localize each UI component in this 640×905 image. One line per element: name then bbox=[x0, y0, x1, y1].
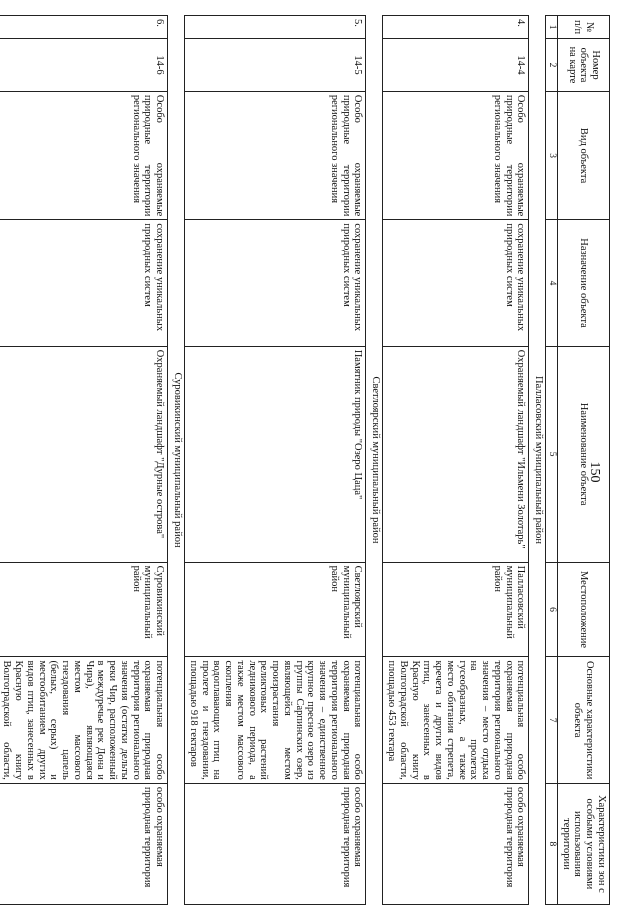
cell-name: Охраняемый ландшафт "Дурные острова" bbox=[0, 346, 168, 562]
index-cell: 2 bbox=[546, 39, 558, 92]
header-map-no: Номер объекта на карте bbox=[558, 39, 610, 92]
cell-purpose: сохранение уникальных природных систем bbox=[383, 220, 529, 346]
table-row bbox=[383, 16, 529, 905]
header-purpose: Назначение объекта bbox=[558, 220, 610, 346]
header-kind: Вид объекта bbox=[558, 91, 610, 220]
cell-location: Светлоярский муниципальный район bbox=[185, 562, 366, 657]
cell-name: Охраняемый ландшафт "Ильмени Золотарь" bbox=[383, 346, 529, 562]
cell-purpose: сохранение уникальных природных систем bbox=[185, 220, 366, 346]
cell-characteristics: потенциальная особо охраняемая природная территория регионального значения (остатки дельты реки Чир, расположенный в междуречье рек Дона и Чира), являющаяся местом массового гнездования цапель (белых, серых) и местообитанием других видов птиц, занесенных в Красную книгу Волгоградской области, bbox=[0, 657, 168, 783]
index-cell: 1 bbox=[546, 16, 558, 39]
section-title: Палласовский муниципальный район bbox=[529, 16, 546, 905]
header-name: Наименование объекта bbox=[558, 346, 610, 562]
table-row bbox=[0, 16, 168, 905]
index-cell: 8 bbox=[546, 783, 558, 904]
index-cell: 4 bbox=[546, 220, 558, 346]
header-location: Местоположение bbox=[558, 562, 610, 657]
cell-map-no: 14-4 bbox=[383, 39, 529, 92]
header-characteristics: Основные характеристики объекта bbox=[558, 657, 610, 783]
index-row bbox=[546, 16, 558, 905]
cell-kind: Особо охраняемые природные территории регионального значения bbox=[0, 91, 168, 220]
header-num: № п/п bbox=[558, 16, 610, 39]
cell-map-no: 14-5 bbox=[185, 39, 366, 92]
index-cell: 5 bbox=[546, 346, 558, 562]
cell-location: Суровикинский муниципальный район bbox=[0, 562, 168, 657]
section-header bbox=[529, 16, 546, 905]
cell-characteristics: потенциальная особо охраняемая природная территория регионального значения – место отдыха на пролетах гусеобразных, а также место обитания стрепета, кречета и других видов птиц, занесенных в Красную книгу Волгоградской области, площадью 453 гектара bbox=[383, 657, 529, 783]
cell-kind: Особо охраняемые природные территории регионального значения bbox=[383, 91, 529, 220]
cell-characteristics: потенциальная особо охраняемая природная территория регионального значения – единственное крупное пресное озеро из группы Сарпинских озер, являющейся местом произрастания реликтовых растений ледникового периода, а также местом массового скопления водоплавающих птиц на пролете и гнездовании, площадью 918 гектаров bbox=[185, 657, 366, 783]
cell-name: Памятник природы "Озеро Цаца" bbox=[185, 346, 366, 562]
cell-purpose: сохранение уникальных природных систем bbox=[0, 220, 168, 346]
section-header bbox=[168, 16, 185, 905]
table-row bbox=[185, 16, 366, 905]
cell-zones: особо охраняемая природная территория bbox=[383, 783, 529, 904]
cell-kind: Особо охраняемые природные территории регионального значения bbox=[185, 91, 366, 220]
protected-areas-table bbox=[0, 15, 610, 905]
index-cell: 6 bbox=[546, 562, 558, 657]
cell-num: 5. bbox=[185, 16, 366, 39]
header-row bbox=[558, 16, 610, 905]
index-cell: 7 bbox=[546, 657, 558, 783]
section-header bbox=[366, 16, 383, 905]
section-title: Светлоярский муниципальный район bbox=[366, 16, 383, 905]
cell-zones: особо охраняемая природная территория bbox=[185, 783, 366, 904]
cell-num: 4. bbox=[383, 16, 529, 39]
page-number: 150 bbox=[587, 461, 602, 483]
cell-location: Палласовский муниципальный район bbox=[383, 562, 529, 657]
index-cell: 3 bbox=[546, 91, 558, 220]
cell-map-no: 14-6 bbox=[0, 39, 168, 92]
rotated-table-page bbox=[1, 15, 610, 905]
cell-zones: особо охраняемая природная территория bbox=[0, 783, 168, 904]
section-title: Суровикинский муниципальный район bbox=[168, 16, 185, 905]
cell-num: 6. bbox=[0, 16, 168, 39]
header-zones: Характеристики зон с особыми условиями использования территории bbox=[558, 783, 610, 904]
